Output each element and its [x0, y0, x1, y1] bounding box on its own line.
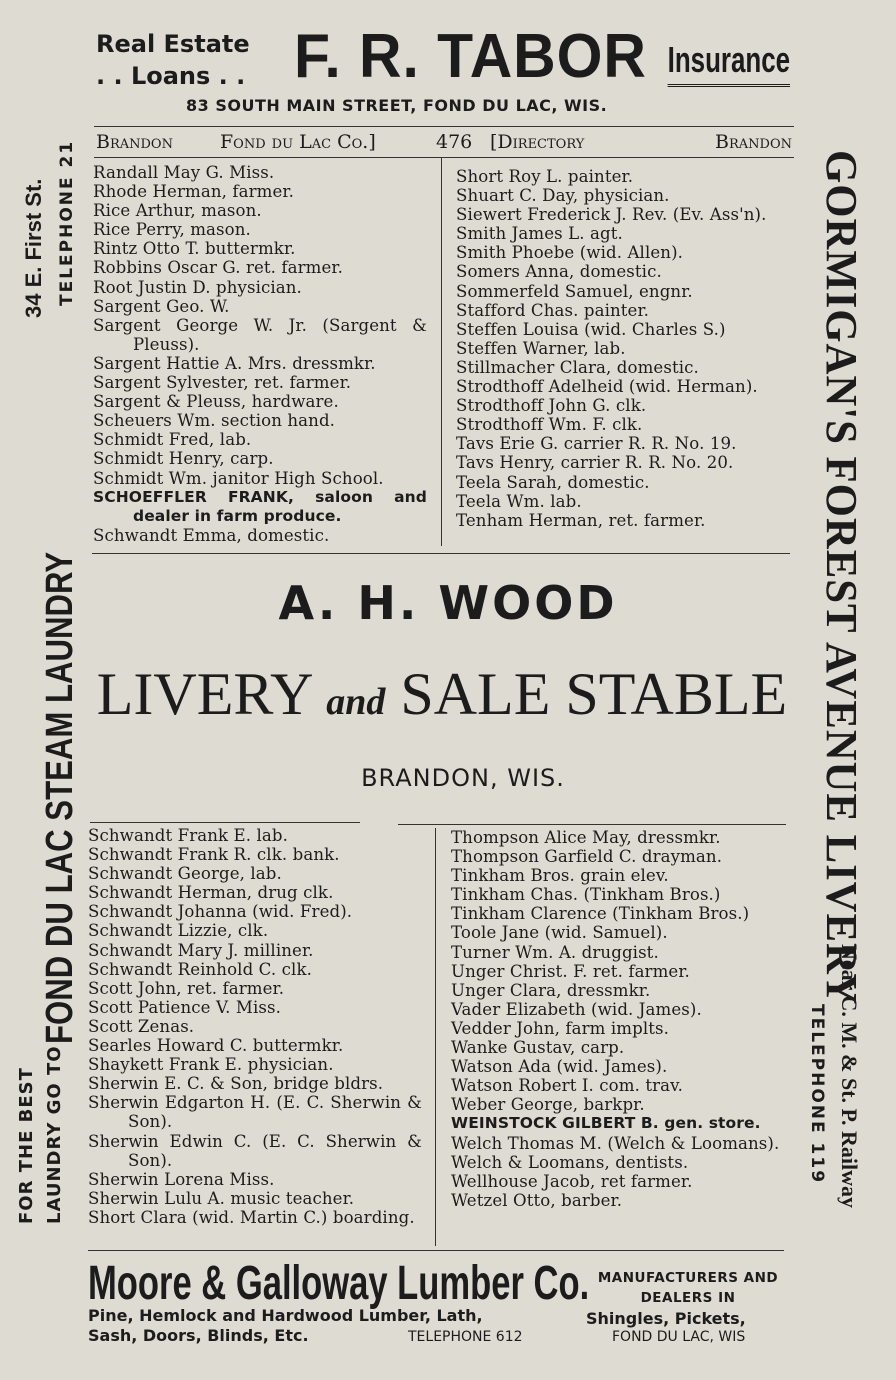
laundry-name: FOND DU LAC STEAM LAUNDRY: [39, 551, 81, 1044]
directory-entry: Stafford Chas. painter.: [456, 300, 650, 320]
directory-entry: Vedder John, farm implts.: [451, 1018, 670, 1038]
directory-entry: Shaykett Frank E. physician.: [88, 1055, 334, 1075]
wood-livery: LIVERY: [96, 661, 312, 727]
moore-galloway-city: FOND DU LAC, WIS: [612, 1329, 746, 1345]
directory-entry: Sargent Sylvester, ret. farmer.: [93, 373, 352, 393]
header-section: [Directory: [490, 131, 585, 153]
directory-entry: Schwandt Johanna (wid. Fred).: [88, 902, 353, 922]
wood-name: A. H. WOOD: [278, 576, 618, 630]
directory-entry: Teela Sarah, domestic.: [456, 472, 650, 492]
wood-livery-line: [92, 660, 792, 729]
directory-entry: Schwandt George, lab.: [88, 864, 282, 884]
tabor-services: [96, 28, 250, 92]
directory-entry: Vader Elizabeth (wid. James).: [451, 999, 702, 1019]
directory-entry: Tavs Erie G. carrier R. R. No. 19.: [456, 434, 737, 454]
wood-and: and: [326, 681, 386, 723]
directory-entry: Sargent Hattie A. Mrs. dressmkr.: [93, 353, 376, 373]
directory-entry: Turner Wm. A. druggist.: [451, 942, 659, 962]
laundry-go-to: LAUNDRY GO TO: [44, 1045, 65, 1224]
directory-entry: Tinkham Bros. grain elev.: [451, 866, 669, 886]
livery-location: Near C. M. & St. P. Railway: [837, 944, 862, 1208]
moore-galloway-telephone: TELEPHONE 612: [408, 1329, 523, 1345]
directory-entry: Randall May G. Miss.: [93, 163, 275, 182]
directory-entry: Sherwin Lorena Miss.: [88, 1169, 275, 1189]
directory-entry: Sargent & Pleuss, hardware.: [93, 392, 339, 412]
directory-entry: SCHOEFFLER FRANK, saloon and dealer in farm produce.: [93, 487, 427, 525]
directory-entry: Scott John, ret. farmer.: [88, 978, 285, 998]
directory-entry: Schwandt Emma, domestic.: [93, 525, 330, 545]
wood-town: BRANDON, WIS.: [361, 764, 565, 792]
directory-entry: Teela Wm. lab.: [456, 491, 582, 511]
directory-entry: Smith Phoebe (wid. Allen).: [456, 243, 684, 263]
directory-entry: Tinkham Chas. (Tinkham Bros.): [451, 885, 721, 905]
directory-entry: Unger Christ. F. ret. farmer.: [451, 961, 690, 981]
directory-entry: Shuart C. Day, physician.: [456, 186, 670, 206]
header-town-left: Brandon: [96, 131, 173, 153]
directory-entry: Short Clara (wid. Martin C.) boarding.: [88, 1207, 415, 1227]
laundry-for-the-best: FOR THE BEST: [16, 1067, 37, 1224]
directory-entry: Schmidt Fred, lab.: [93, 430, 252, 450]
directory-entry: Steffen Louisa (wid. Charles S.): [456, 319, 726, 339]
directory-entry: Scheuers Wm. section hand.: [93, 411, 336, 431]
lower-section-rule: [88, 1250, 784, 1251]
directory-entry: Somers Anna, domestic.: [456, 262, 662, 282]
directory-entry: Wetzel Otto, barber.: [451, 1190, 623, 1210]
directory-entry: Schmidt Wm. janitor High School.: [93, 468, 384, 488]
page-number: 476: [436, 131, 473, 153]
directory-entry: Strodthoff Adelheid (wid. Herman).: [456, 377, 758, 397]
tabor-loans: . . Loans . .: [96, 62, 246, 90]
lower-top-rule-left: [90, 822, 360, 823]
running-header: [94, 126, 794, 158]
directory-entry: Thompson Garfield C. drayman.: [451, 847, 723, 867]
tabor-name: F. R. TABOR: [294, 22, 647, 91]
directory-entry: Smith James L. agt.: [456, 224, 623, 244]
directory-entry: Sherwin Edwin C. (E. C. Sherwin & Son).: [88, 1131, 422, 1170]
lower-right-column: [451, 828, 787, 1210]
moore-galloway-name: Moore & Galloway Lumber Co.: [88, 1257, 590, 1310]
directory-entry: Thompson Alice May, dressmkr.: [451, 828, 721, 847]
directory-entry: Tavs Henry, carrier R. R. No. 20.: [456, 453, 734, 473]
upper-column-divider: [441, 158, 442, 546]
directory-entry: Watson Ada (wid. James).: [451, 1057, 668, 1077]
tagline-line2: DEALERS IN: [640, 1290, 736, 1306]
upper-section-rule: [92, 553, 790, 554]
directory-entry: Schmidt Henry, carp.: [93, 449, 274, 469]
upper-left-column: [93, 163, 427, 545]
laundry-address: 34 E. First St.: [21, 178, 46, 318]
directory-entry: Schwandt Mary J. milliner.: [88, 940, 314, 960]
directory-entry: Sherwin E. C. & Son, bridge bldrs.: [88, 1074, 384, 1094]
directory-entry: Schwandt Frank E. lab.: [88, 826, 289, 845]
lower-left-column: [88, 826, 422, 1227]
wood-sale-stable: SALE STABLE: [400, 661, 788, 727]
header-county: Fond du Lac Co.]: [220, 131, 376, 153]
livery-name: GORMIGAN'S FOREST AVENUE LIVERY: [817, 150, 866, 1006]
moore-galloway-tagline: [586, 1268, 790, 1308]
directory-entry: Schwandt Reinhold C. clk.: [88, 959, 312, 979]
tabor-address: 83 SOUTH MAIN STREET, FOND DU LAC, WIS.: [186, 96, 608, 115]
directory-entry: Sommerfeld Samuel, engnr.: [456, 281, 693, 301]
directory-entry: Welch & Loomans, dentists.: [451, 1152, 689, 1172]
lower-column-divider: [435, 828, 436, 1246]
directory-entry: Schwandt Lizzie, clk.: [88, 921, 269, 941]
directory-entry: Welch Thomas M. (Welch & Loomans).: [451, 1133, 780, 1153]
directory-entry: Tenham Herman, ret. farmer.: [456, 510, 706, 530]
directory-entry: Rhode Herman, farmer.: [93, 182, 294, 202]
directory-entry: Toole Jane (wid. Samuel).: [451, 923, 668, 943]
tabor-advertisement: [94, 24, 794, 124]
directory-entry: Scott Zenas.: [88, 1016, 195, 1036]
directory-entry: Watson Robert I. com. trav.: [451, 1076, 683, 1096]
directory-entry: Robbins Oscar G. ret. farmer.: [93, 258, 344, 278]
lumber-products-cont: Shingles, Pickets,: [586, 1309, 746, 1328]
directory-entry: Rintz Otto T. buttermkr.: [93, 239, 296, 259]
directory-entry: Sherwin Lulu A. music teacher.: [88, 1188, 355, 1208]
tabor-insurance: Insurance: [668, 38, 790, 87]
directory-entry: Stillmacher Clara, domestic.: [456, 357, 699, 377]
directory-entry: Strodthoff Wm. F. clk.: [456, 415, 643, 435]
directory-entry: Short Roy L. painter.: [456, 167, 634, 186]
livery-telephone: TELEPHONE 119: [807, 1004, 827, 1185]
directory-entry: Sherwin Edgarton H. (E. C. Sherwin & Son).: [88, 1093, 422, 1132]
directory-entry: Scott Patience V. Miss.: [88, 997, 281, 1017]
directory-entry: Rice Perry, mason.: [93, 220, 251, 240]
lumber-products: Pine, Hemlock and Hardwood Lumber, Lath,: [88, 1306, 483, 1325]
lower-top-rule-right: [398, 824, 786, 825]
directory-entry: Tinkham Clarence (Tinkham Bros.): [451, 904, 750, 924]
tagline-line1: MANUFACTURERS AND: [597, 1270, 779, 1286]
directory-entry: Weber George, barkpr.: [451, 1095, 645, 1115]
directory-entry: Steffen Warner, lab.: [456, 338, 626, 358]
upper-right-column: [456, 167, 790, 530]
laundry-telephone: TELEPHONE 21: [57, 139, 77, 306]
directory-entry: Sargent Geo. W.: [93, 296, 230, 316]
directory-entry: Unger Clara, dressmkr.: [451, 980, 651, 1000]
directory-entry: Strodthoff John G. clk.: [456, 396, 647, 416]
tabor-real-estate: Real Estate: [96, 30, 250, 58]
directory-entry: Root Justin D. physician.: [93, 277, 302, 297]
directory-entry: Siewert Frederick J. Rev. (Ev. Ass'n).: [456, 205, 767, 225]
lumber-products-line2: Sash, Doors, Blinds, Etc.: [88, 1326, 309, 1345]
directory-entry: Schwandt Frank R. clk. bank.: [88, 845, 340, 865]
header-town-right: Brandon: [715, 131, 792, 153]
directory-entry: Schwandt Herman, drug clk.: [88, 883, 334, 903]
directory-entry: Sargent George W. Jr. (Sargent & Pleuss).: [93, 315, 427, 354]
directory-entry: WEINSTOCK GILBERT B. gen. store.: [451, 1114, 761, 1133]
directory-entry: Wanke Gustav, carp.: [451, 1038, 625, 1058]
directory-entry: Wellhouse Jacob, ret farmer.: [451, 1171, 693, 1191]
directory-entry: Rice Arthur, mason.: [93, 201, 262, 221]
directory-entry: Searles Howard C. buttermkr.: [88, 1036, 344, 1056]
